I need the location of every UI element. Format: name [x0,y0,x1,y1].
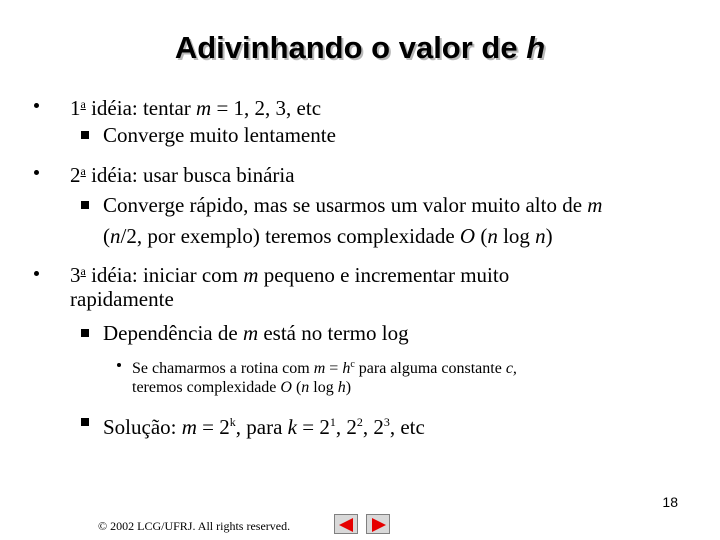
bullet-item-3-line-1: 3$^a$ idéia: iniciar com m pequeno e incrementar muito [70,263,510,287]
sub-sub-item-3a1-line-2: teremos complexidade O (n log h) [132,379,352,396]
sub-item-2a-line-1: Converge rápido, mas se usarmos um valor muito alto de m [103,193,603,217]
next-arrow-icon [372,518,386,532]
copyright-footer: © 2002 LCG/UFRJ. All rights reserved. [98,519,291,533]
sub-item-3a: Dependência de m está no termo log [103,321,409,345]
bullet-item-1: 1$^a$ idéia: tentar m = 1, 2, 3, etc [70,96,322,120]
bullet-item-2: 2$^a$ idéia: usar busca binária [70,163,295,187]
previous-slide-button[interactable] [334,514,358,534]
bullet-dot-icon [34,271,39,276]
square-bullet-icon [81,329,89,337]
square-bullet-icon [81,131,89,139]
sub-item-2a-line-2: (n/2, por exemplo) teremos complexidade O (n log n) [103,224,553,248]
bullet-item-3-line-2: rapidamente [70,287,174,311]
bullet-dot-icon [117,363,121,367]
sub-sub-item-3a1-line-1: Se chamarmos a rotina com $m = h^c$ para alguma constante c, [132,359,517,377]
page-number: 18 [662,494,678,510]
square-bullet-icon [81,418,89,426]
next-slide-button[interactable] [366,514,390,534]
previous-arrow-icon [339,518,353,532]
slide-title: Adivinhando o valor de h [174,30,546,65]
bullet-dot-icon [34,103,39,108]
bullet-dot-icon [34,170,39,175]
solution-line: Solução: $m = 2^k$, para $k = 2^1$, $2^2$, $2^3$, etc [103,415,425,439]
sub-item-1a: Converge muito lentamente [103,123,336,147]
square-bullet-icon [81,201,89,209]
